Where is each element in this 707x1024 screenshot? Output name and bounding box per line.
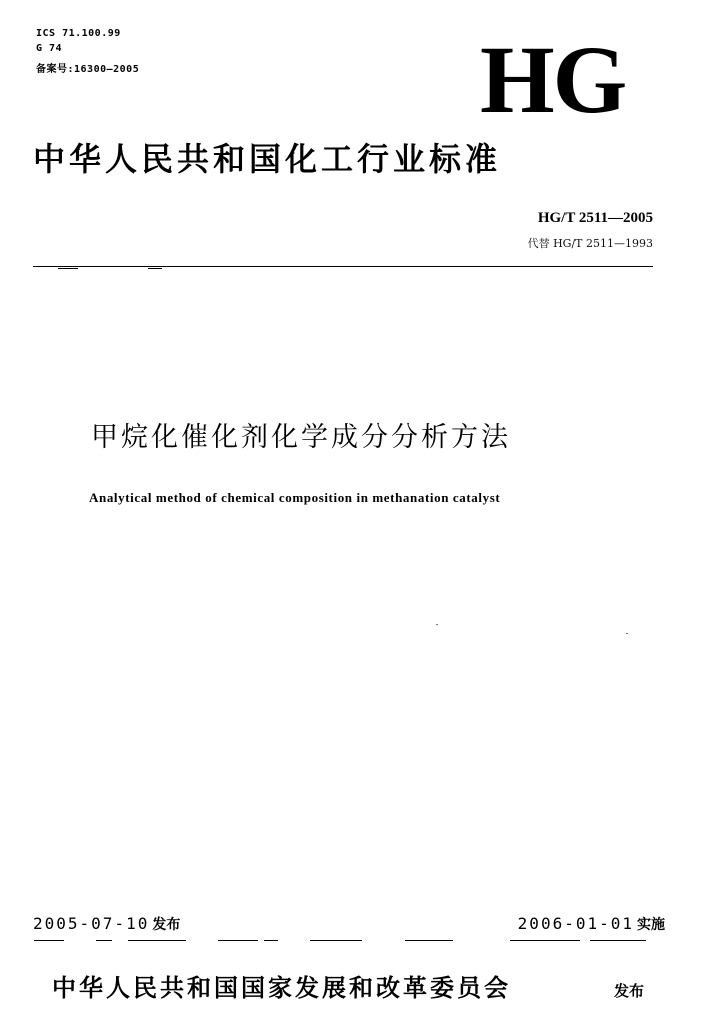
ccs-code: G 74 (36, 43, 63, 54)
dash-segment (128, 940, 186, 941)
publish-date: 2005-07-10 (33, 914, 150, 933)
dash-segment (510, 940, 580, 941)
publish-date-block (33, 914, 180, 934)
org-title: 中华人民共和国化工行业标准 (33, 140, 502, 178)
implement-date-block (518, 914, 665, 934)
dash-segment (405, 940, 453, 941)
publish-label: 发布 (152, 917, 181, 933)
scan-speck (436, 624, 438, 625)
implement-date: 2006-01-01 (517, 914, 634, 933)
dash-segment (310, 940, 362, 941)
document-title-english: Analytical method of chemical composition in methanation catalyst (89, 490, 501, 505)
rule-mark (58, 268, 78, 269)
document-title-chinese: 甲烷化催化剂化学成分分析方法 (91, 422, 511, 453)
dash-segment (218, 940, 258, 941)
dash-segment (264, 940, 278, 941)
issuer-name: 中华人民共和国国家发展和改革委员会 (52, 974, 511, 1002)
ics-code: ICS 71.100.99 (36, 28, 121, 39)
issuer-action: 发布 (614, 982, 645, 1000)
header-rule (33, 266, 653, 267)
dash-segment (590, 940, 646, 941)
dash-segment (96, 940, 112, 941)
record-number: 备案号:16300—2005 (36, 64, 140, 75)
replaces-standard: 代替 HG/T 2511—1993 (527, 237, 653, 250)
scan-speck (626, 633, 628, 634)
rule-mark (148, 268, 162, 269)
dash-segment (34, 940, 64, 941)
hg-logo: HG (480, 26, 626, 133)
standard-number: HG/T 2511—2005 (537, 210, 653, 226)
implement-label: 实施 (637, 917, 665, 933)
